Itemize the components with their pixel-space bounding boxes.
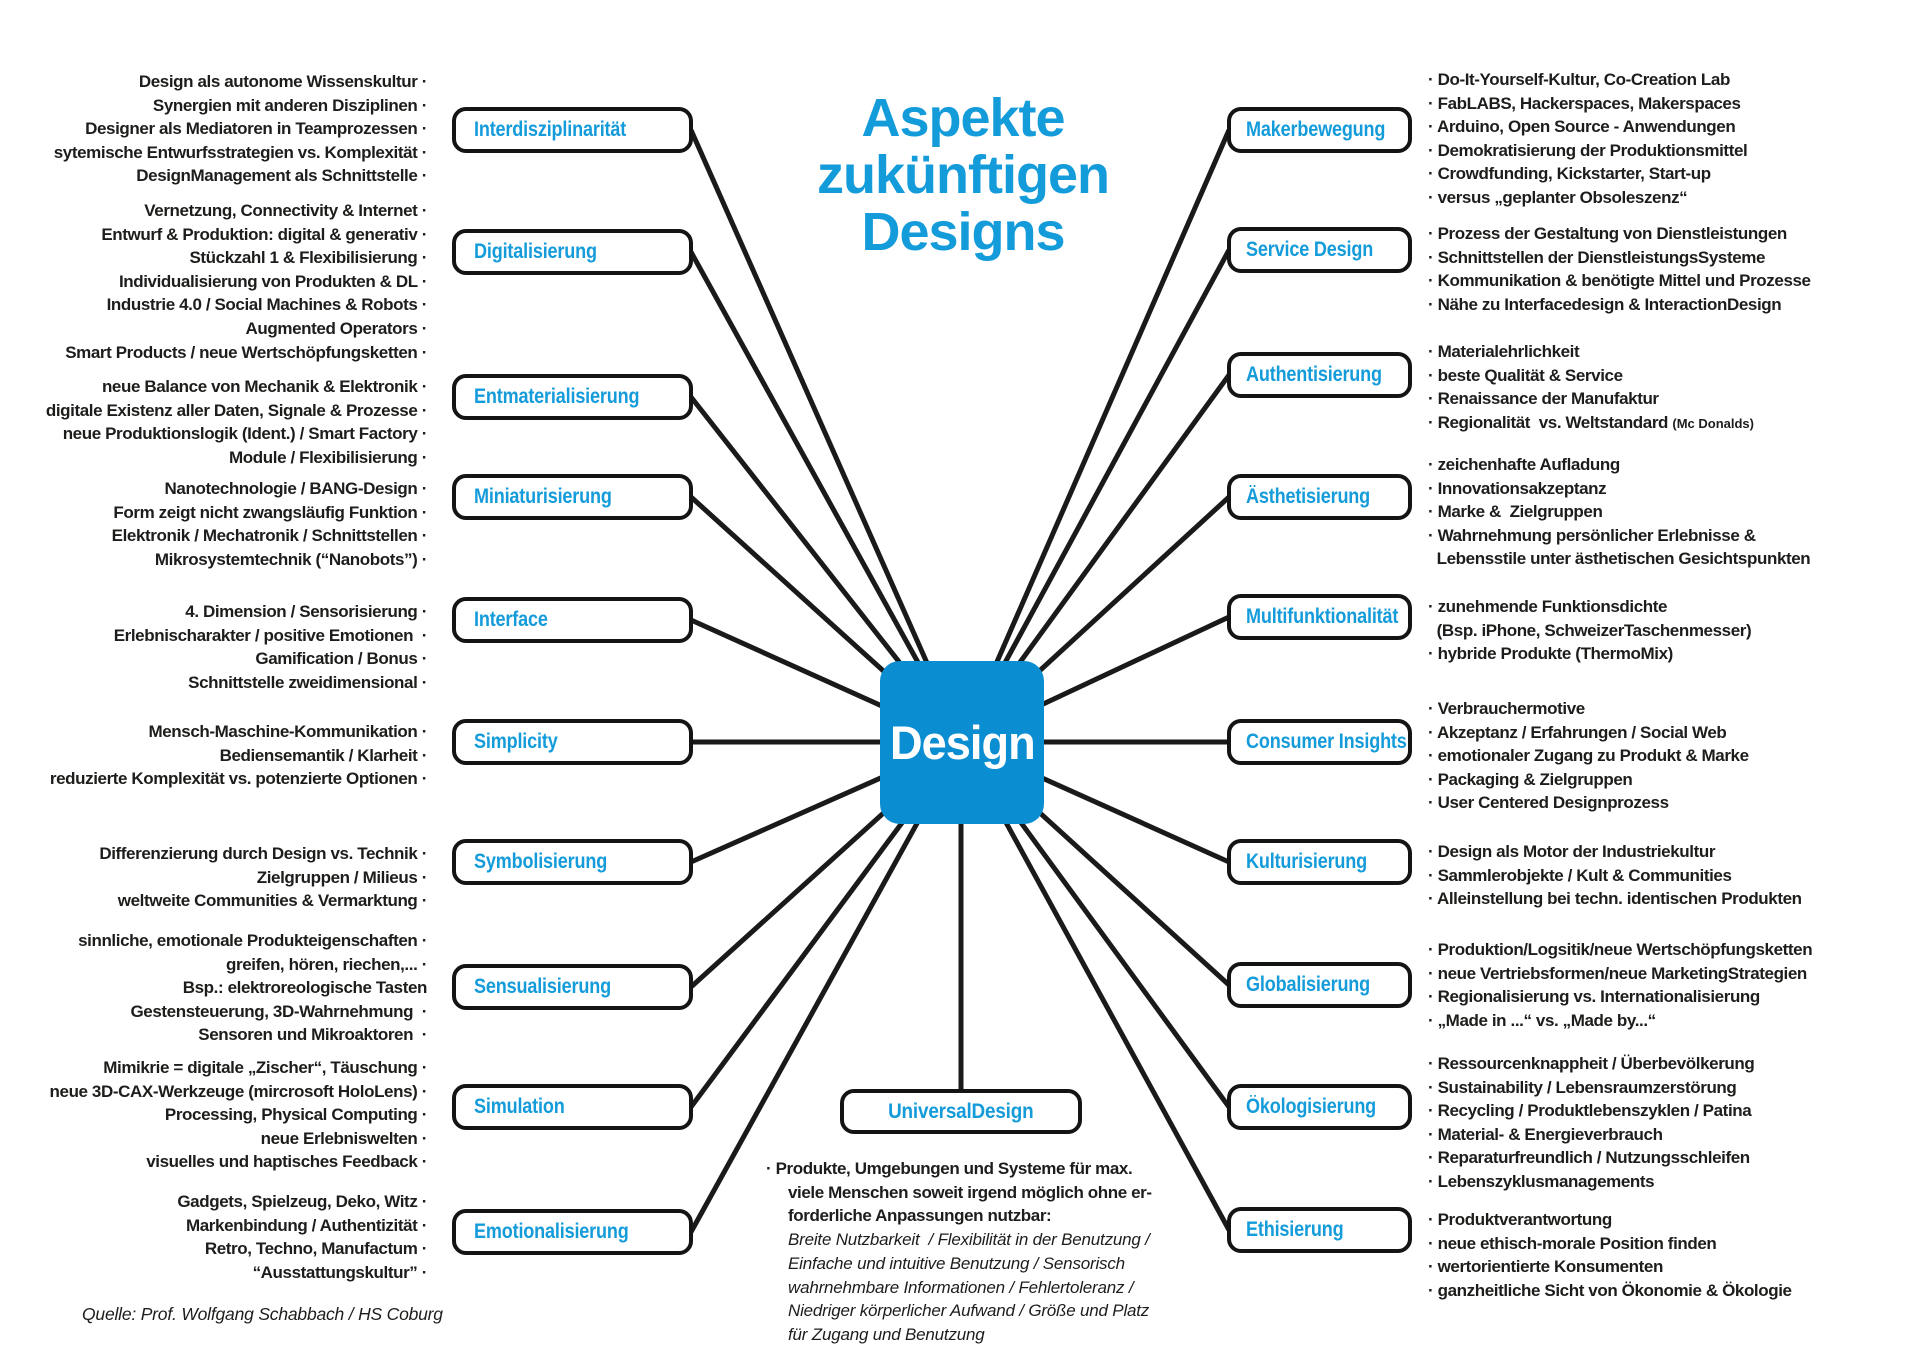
- note-line: · Innovationsakzeptanz: [1428, 478, 1607, 498]
- note-line: DesignManagement als Schnittstelle ·: [136, 166, 427, 186]
- note-line: Differenzierung durch Design vs. Technik ·: [99, 844, 427, 863]
- note-line: · Marke & Zielgruppen: [1428, 502, 1603, 522]
- note-line: neue 3D-CAX-Werkzeuge (mircrosoft HoloLens) ·: [49, 1081, 427, 1101]
- note-line: Lebensstile unter ästhetischen Gesichtspunkten: [1428, 549, 1811, 569]
- note-line: Elektronik / Mechatronik / Schnittstellen ·: [111, 526, 427, 546]
- branch-box-authentisierung: [1227, 352, 1412, 398]
- note-line: · Sustainability / Lebensraumzerstörung: [1428, 1077, 1737, 1097]
- note-line: Designer als Mediatoren in Teamprozessen ·: [85, 119, 427, 139]
- branch-notes: [1428, 1208, 1792, 1302]
- branch-label: Globalisierung: [1246, 973, 1371, 996]
- universal-design-note-line: forderliche Anpassungen nutzbar:: [788, 1206, 1052, 1226]
- note-line: (Bsp. iPhone, SchweizerTaschenmesser): [1428, 620, 1752, 640]
- note-line: greifen, hören, riechen,... ·: [226, 954, 427, 974]
- note-line: “Ausstattungskultur” ·: [252, 1262, 427, 1282]
- branch-label: Multifunktionalität: [1246, 605, 1399, 628]
- universal-design-label: UniversalDesign: [888, 1099, 1034, 1123]
- note-line: · Wahrnehmung persönlicher Erlebnisse &: [1428, 525, 1756, 545]
- branch-label: Digitalisierung: [474, 240, 597, 263]
- note-line: · Packaging & Zielgruppen: [1428, 769, 1633, 789]
- branch-label: Symbolisierung: [474, 850, 608, 873]
- universal-design-note-line-italic: für Zugang und Benutzung: [788, 1324, 985, 1344]
- universal-design-box: [840, 1089, 1082, 1134]
- title-line: Aspekte: [861, 88, 1065, 148]
- note-line: Sensoren und Mikroaktoren ·: [198, 1025, 427, 1045]
- note-line: · neue Vertriebsformen/neue MarketingStrategien: [1428, 963, 1807, 983]
- title-line: zukünftigen: [817, 145, 1109, 205]
- branch-notes: [50, 1056, 427, 1174]
- branch-box-kulturisierung: [1227, 839, 1412, 885]
- note-line: · ganzheitliche Sicht von Ökonomie & Ökologie: [1428, 1280, 1792, 1300]
- branch-notes: [65, 199, 427, 364]
- source-credit: Quelle: Prof. Wolfgang Schabbach / HS Coburg: [82, 1304, 443, 1324]
- branch-notes: [1428, 938, 1812, 1032]
- branch-box--kologisierung: [1227, 1084, 1412, 1130]
- branch-notes: [1428, 1052, 1754, 1194]
- note-line: · zunehmende Funktionsdichte: [1428, 597, 1668, 616]
- branch-notes: [114, 600, 427, 694]
- note-line: Markenbindung / Authentizität ·: [185, 1215, 427, 1235]
- note-line: Mikrosystemtechnik (“Nanobots”) ·: [154, 549, 427, 569]
- branch-box--sthetisierung: [1227, 474, 1412, 520]
- page-title: [713, 90, 1213, 261]
- note-line: · Nähe zu Interfacedesign & InteractionDesign: [1428, 294, 1782, 314]
- branch-label: Emotionalisierung: [474, 1220, 629, 1243]
- universal-design-note-line: · Produkte, Umgebungen und Systeme für max.: [766, 1159, 1133, 1178]
- note-line: 4. Dimension / Sensorisierung ·: [185, 602, 427, 621]
- note-line: Bsp.: elektroreologische Tasten: [182, 978, 427, 998]
- branch-box-sensualisierung: [452, 964, 693, 1010]
- branch-notes: [1428, 222, 1811, 316]
- branch-box-service-design: [1227, 227, 1412, 273]
- note-line: Entwurf & Produktion: digital & generativ ·: [101, 224, 427, 244]
- note-line: · beste Qualität & Service: [1428, 365, 1623, 385]
- branch-notes: [46, 375, 427, 469]
- branch-box-symbolisierung: [452, 839, 693, 885]
- note-line: Zielgruppen / Milieus ·: [256, 867, 427, 887]
- note-line: · FabLABS, Hackerspaces, Makerspaces: [1428, 93, 1741, 113]
- note-line: Design als autonome Wissenskultur ·: [138, 72, 427, 91]
- note-line: Bediensemantik / Klarheit ·: [219, 745, 427, 765]
- note-line: · Renaissance der Manufaktur: [1428, 389, 1659, 409]
- note-line: · Schnittstellen der DienstleistungsSysteme: [1428, 247, 1766, 267]
- branch-label: Miniaturisierung: [474, 485, 612, 508]
- universal-design-note-line: viele Menschen soweit irgend möglich ohne er-: [788, 1182, 1152, 1202]
- note-line: · Regionalisierung vs. Internationalisierung: [1428, 987, 1760, 1007]
- note-line: · Produktverantwortung: [1428, 1210, 1612, 1229]
- note-line: neue Produktionslogik (Ident.) / Smart Factory ·: [62, 424, 427, 444]
- branch-box-globalisierung: [1227, 962, 1412, 1008]
- note-line: sinnliche, emotionale Produkteigenschaften ·: [78, 931, 427, 950]
- note-line: · wertorientierte Konsumenten: [1428, 1257, 1663, 1277]
- note-line: · Lebenszyklusmanagements: [1428, 1171, 1655, 1191]
- branch-notes: [1428, 340, 1754, 435]
- note-line: reduzierte Komplexität vs. potenzierte Optionen ·: [49, 769, 427, 789]
- central-design-node: [880, 661, 1044, 824]
- branch-notes: [1428, 453, 1810, 571]
- note-line: Augmented Operators ·: [245, 318, 427, 338]
- note-line: · Reparaturfreundlich / Nutzungsschleifen: [1428, 1148, 1750, 1168]
- note-line: · Materialehrlichkeit: [1428, 342, 1580, 361]
- branch-notes: [78, 929, 427, 1047]
- note-line: Erlebnischarakter / positive Emotionen ·: [113, 625, 427, 645]
- universal-design-note-line-italic: Breite Nutzbarkeit / Flexibilität in der Benutzung /: [788, 1230, 1150, 1250]
- note-line: · Sammlerobjekte / Kult & Communities: [1428, 865, 1732, 885]
- branch-notes: [177, 1190, 427, 1284]
- branch-box-multifunktionalit-t: [1227, 594, 1412, 640]
- branch-label: Interface: [474, 608, 548, 631]
- note-line: Processing, Physical Computing ·: [164, 1105, 427, 1125]
- branch-notes: [1428, 697, 1749, 815]
- note-line: Stückzahl 1 & Flexibilisierung ·: [189, 248, 427, 268]
- note-line: · Akzeptanz / Erfahrungen / Social Web: [1428, 722, 1727, 742]
- branch-box-interface: [452, 597, 693, 643]
- branch-box-consumer-insights: [1227, 719, 1412, 765]
- note-line: · User Centered Designprozess: [1428, 793, 1669, 813]
- note-line: · Design als Motor der Industriekultur: [1428, 842, 1716, 861]
- note-line: neue Balance von Mechanik & Elektronik ·: [101, 377, 427, 396]
- note-line: · Recycling / Produktlebenszyklen / Patina: [1428, 1101, 1752, 1121]
- universal-design-notes: [766, 1157, 1152, 1347]
- note-line: · Verbrauchermotive: [1428, 699, 1585, 718]
- universal-design-note-line-italic: Einfache und intuitive Benutzung / Sensorisch: [788, 1253, 1125, 1273]
- branch-notes: [1428, 68, 1747, 210]
- note-line: Individualisierung von Produkten & DL ·: [118, 271, 427, 291]
- note-line: Gadgets, Spielzeug, Deko, Witz ·: [177, 1192, 427, 1211]
- note-line: · Produktion/Logsitik/neue Wertschöpfungsketten: [1428, 940, 1813, 959]
- note-line: Retro, Techno, Manufactum ·: [204, 1239, 427, 1259]
- universal-design-note-line-italic: Niedriger körperlicher Aufwand / Größe und Platz: [788, 1301, 1150, 1321]
- note-line: · Crowdfunding, Kickstarter, Start-up: [1428, 164, 1711, 184]
- branch-label: Service Design: [1246, 238, 1374, 261]
- universal-design-note-line-italic: wahrnehmbare Informationen / Fehlertoleranz /: [788, 1277, 1134, 1297]
- note-line: Nanotechnologie / BANG-Design ·: [164, 479, 427, 498]
- branch-notes: [1428, 595, 1751, 666]
- note-line: · Material- & Energieverbrauch: [1428, 1124, 1663, 1144]
- note-small-suffix: (Mc Donalds): [1672, 415, 1754, 431]
- branch-label: Ästhetisierung: [1246, 485, 1371, 508]
- note-line: Module / Flexibilisierung ·: [229, 447, 427, 467]
- branch-box-digitalisierung: [452, 229, 693, 275]
- note-line: · Prozess der Gestaltung von Dienstleistungen: [1428, 224, 1787, 243]
- note-line: · neue ethisch-morale Position finden: [1428, 1233, 1717, 1253]
- note-line: · versus „geplanter Obsoleszenz“: [1428, 187, 1688, 207]
- note-line: · Ressourcenknappheit / Überbevölkerung: [1428, 1054, 1755, 1073]
- branch-label: Ethisierung: [1246, 1218, 1344, 1241]
- note-line: · Arduino, Open Source - Anwendungen: [1428, 117, 1736, 137]
- branch-label: Interdisziplinarität: [474, 118, 627, 141]
- note-line: · Alleinstellung bei techn. identischen Produkten: [1428, 889, 1802, 909]
- branch-label: Kulturisierung: [1246, 850, 1368, 873]
- note-line: · „Made in ...“ vs. „Made by...“: [1428, 1010, 1656, 1030]
- note-line: Vernetzung, Connectivity & Internet ·: [144, 201, 427, 220]
- branch-label: Entmaterialisierung: [474, 385, 640, 408]
- note-line: · hybride Produkte (ThermoMix): [1428, 644, 1673, 664]
- note-line: Gamification / Bonus ·: [255, 649, 427, 669]
- note-line: · emotionaler Zugang zu Produkt & Marke: [1428, 746, 1749, 766]
- central-node-label: Design: [889, 716, 1035, 769]
- note-line: · Do-It-Yourself-Kultur, Co-Creation Lab: [1428, 70, 1730, 89]
- branch-label: Sensualisierung: [474, 975, 611, 998]
- note-line: · Demokratisierung der Produktionsmittel: [1428, 140, 1748, 160]
- branch-label: Makerbewegung: [1246, 118, 1386, 141]
- note-line: sytemische Entwurfsstrategien vs. Komplexität ·: [53, 142, 427, 162]
- note-line: weltweite Communities & Vermarktung ·: [117, 891, 427, 911]
- branch-box-interdisziplinarit-t: [452, 107, 693, 153]
- note-line: neue Erlebniswelten ·: [260, 1128, 427, 1148]
- note-line: Mimikrie = digitale „Zischer“, Täuschung ·: [103, 1058, 427, 1077]
- branch-label: Authentisierung: [1246, 363, 1382, 386]
- note-line: digitale Existenz aller Daten, Signale & Prozesse ·: [45, 400, 427, 420]
- branch-box-ethisierung: [1227, 1207, 1412, 1253]
- branch-box-makerbewegung: [1227, 107, 1412, 153]
- branch-label: Consumer Insights: [1246, 730, 1407, 753]
- branch-notes: [1428, 840, 1802, 911]
- branch-label: Ökologisierung: [1246, 1095, 1377, 1118]
- note-line: · Kommunikation & benötigte Mittel und Prozesse: [1428, 271, 1811, 291]
- note-line: Synergien mit anderen Disziplinen ·: [152, 95, 427, 115]
- branch-label: Simulation: [474, 1095, 565, 1118]
- branch-notes: [54, 70, 427, 188]
- title-line: Designs: [861, 202, 1065, 262]
- branch-box-simulation: [452, 1084, 693, 1130]
- note-line: Schnittstelle zweidimensional ·: [188, 672, 427, 692]
- branch-notes: [112, 477, 427, 571]
- note-line: Gestensteuerung, 3D-Wahrnehmung ·: [130, 1001, 427, 1021]
- branch-label: Simplicity: [474, 730, 558, 753]
- note-line: Form zeigt nicht zwangsläufig Funktion ·: [113, 502, 427, 522]
- branch-notes: [50, 720, 427, 791]
- branch-notes: [99, 842, 427, 913]
- note-line: Mensch-Maschine-Kommunikation ·: [148, 722, 427, 741]
- branch-box-emotionalisierung: [452, 1209, 693, 1255]
- note-line: · zeichenhafte Aufladung: [1428, 455, 1620, 474]
- branch-box-miniaturisierung: [452, 474, 693, 520]
- note-line: visuelles und haptisches Feedback ·: [146, 1152, 427, 1172]
- branch-box-entmaterialisierung: [452, 374, 693, 420]
- branch-box-simplicity: [452, 719, 693, 765]
- note-line: Industrie 4.0 / Social Machines & Robots ·: [106, 295, 427, 315]
- note-line: · Regionalität vs. Weltstandard (Mc Donalds): [1428, 412, 1754, 432]
- note-line: Smart Products / neue Wertschöpfungsketten ·: [65, 342, 427, 362]
